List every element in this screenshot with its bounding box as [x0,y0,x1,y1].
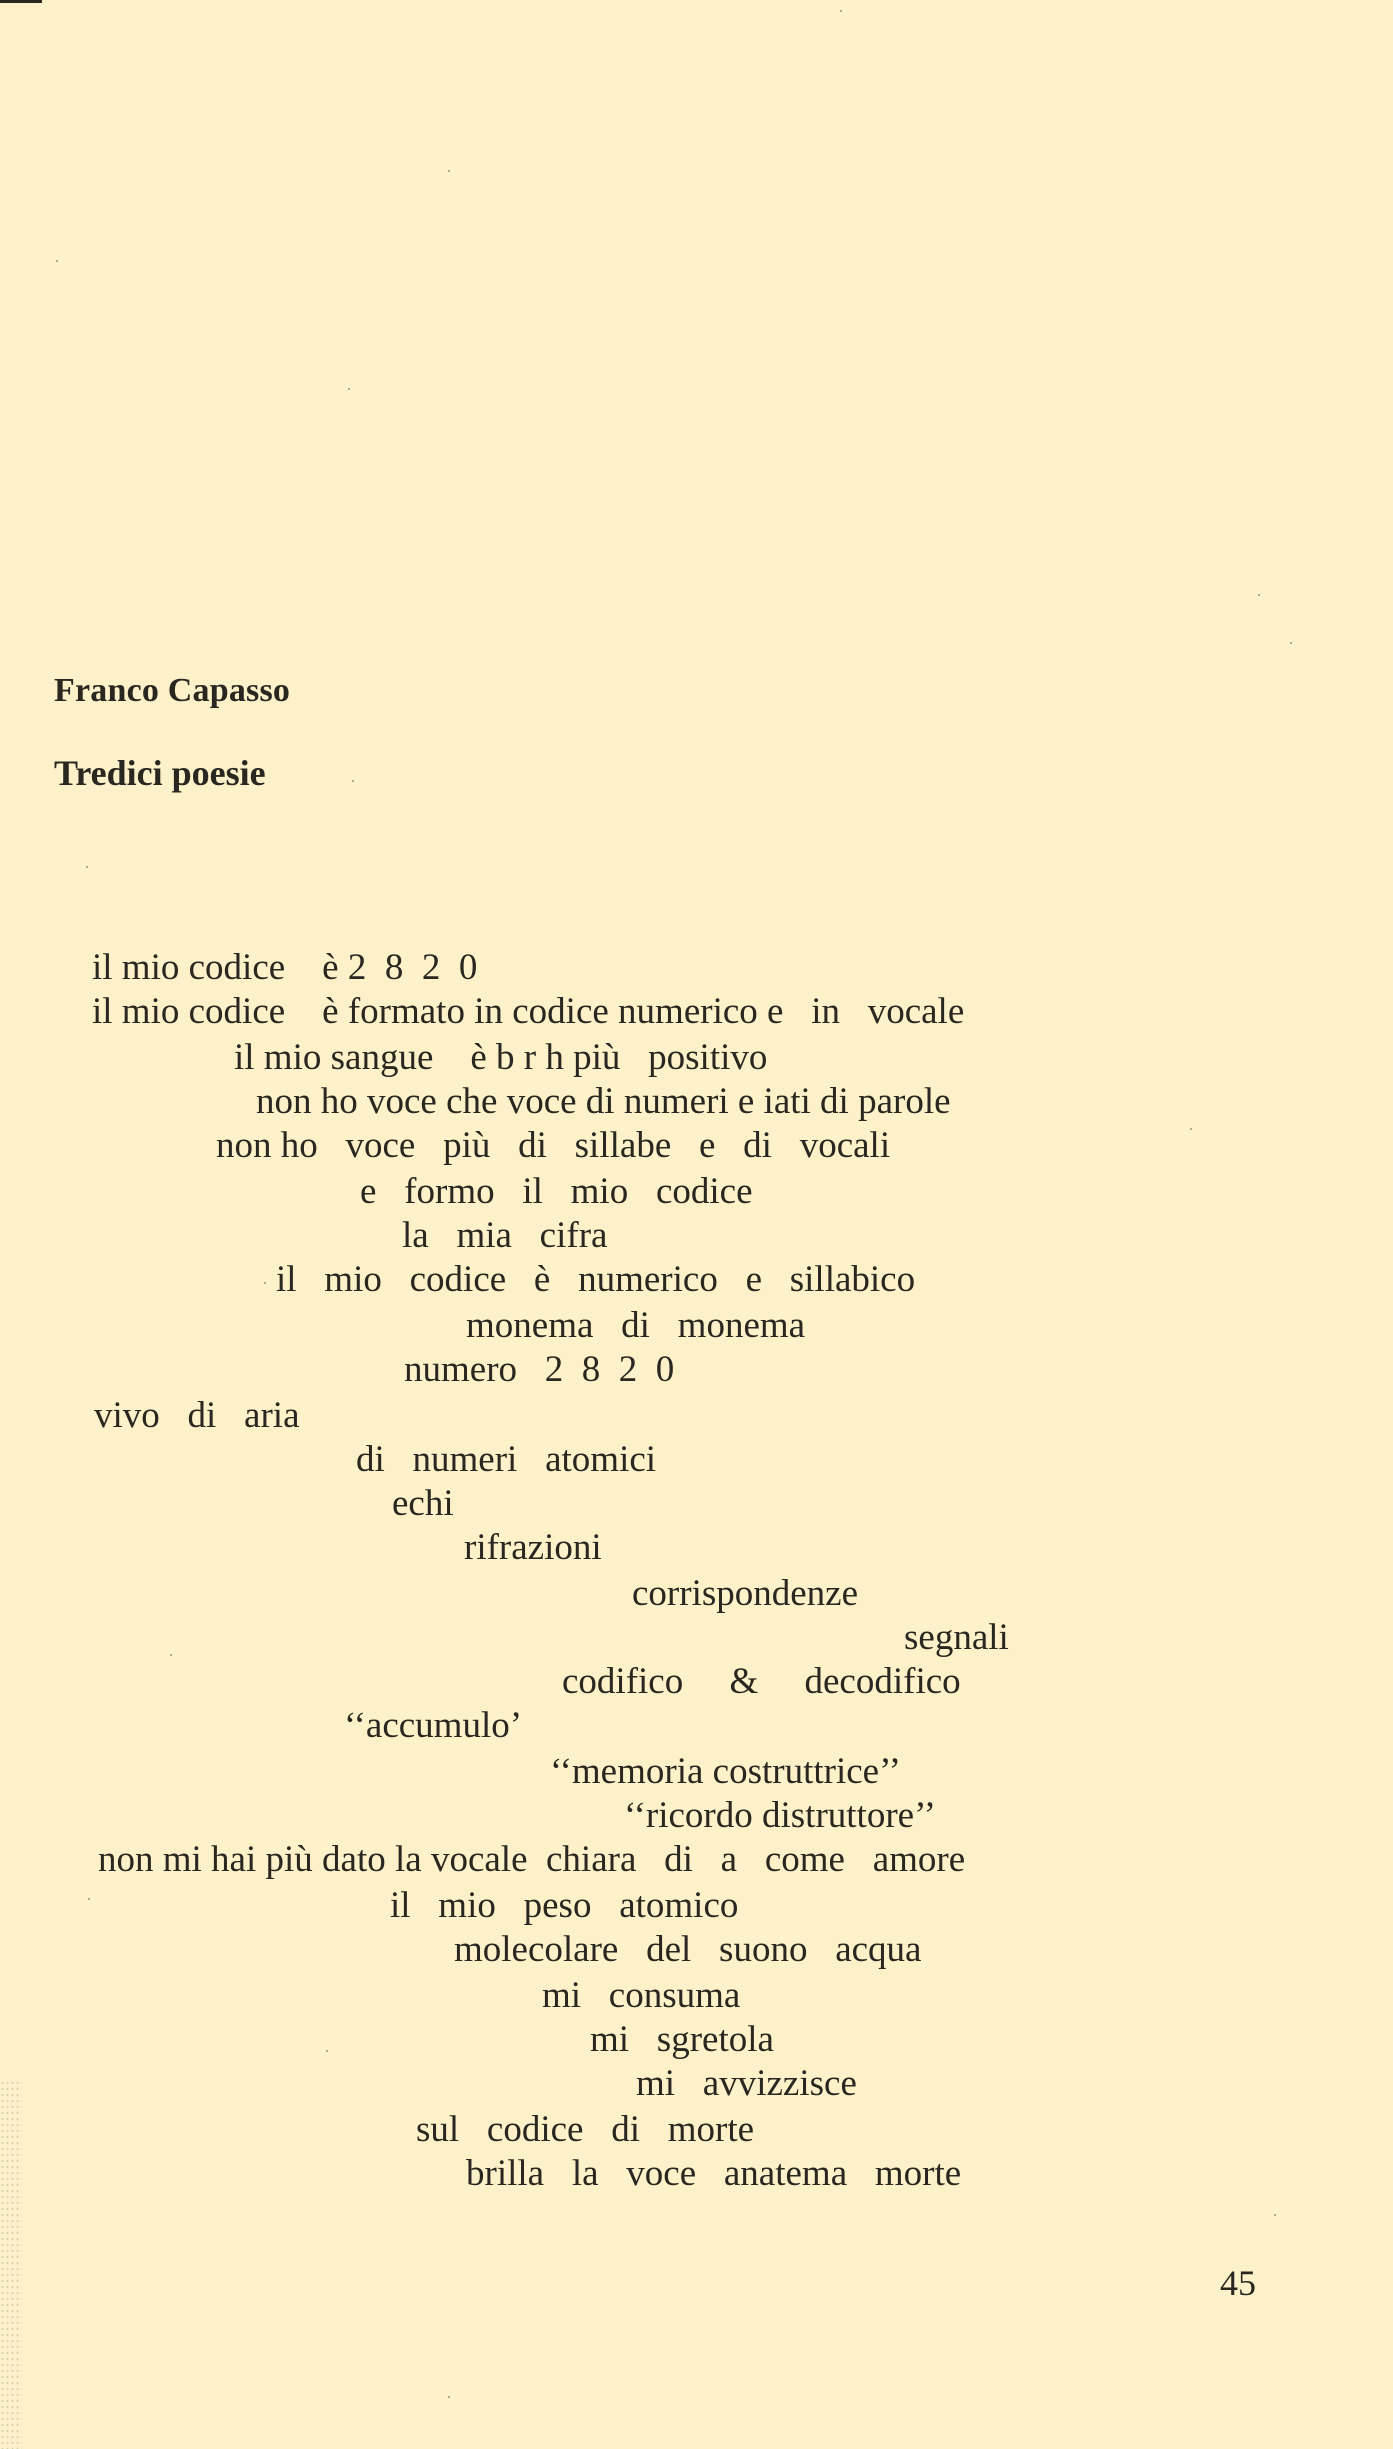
poem-line: vivo di aria [94,1395,300,1436]
author-name: Franco Capasso [54,672,291,709]
scan-speck [170,1654,172,1656]
scan-speck [840,10,842,12]
poem-line: corrispondenze [632,1573,859,1614]
scan-speck [264,1282,266,1284]
scan-speck [1274,2214,1276,2216]
poem-collection-title: Tredici poesie [54,753,266,793]
poem-line: il mio codice è 2 8 2 0 [92,947,478,988]
poem-line: il mio codice è numerico e sillabico [276,1259,916,1300]
poem-line: echi [392,1483,454,1524]
scan-speck [56,260,58,262]
poem-line: non ho voce più di sillabe e di vocali [216,1125,891,1166]
poem-line: molecolare del suono acqua [454,1929,922,1970]
poem-line: ‘‘accumulo’ [344,1705,523,1746]
poem-line: la mia cifra [402,1215,608,1256]
poem-line: numero 2 8 2 0 [404,1349,675,1390]
poem-line: di numeri atomici [356,1439,657,1480]
poem-line: brilla la voce anatema morte [466,2153,962,2194]
scan-speck [1290,642,1292,644]
scan-speck [86,866,88,868]
page-number: 45 [1220,2263,1256,2303]
poem-line: non ho voce che voce di numeri e iati di parole [256,1081,951,1122]
poem-line: ‘‘ricordo distruttore’’ [624,1795,936,1836]
scan-speck [448,170,450,172]
poem-line: codifico & decodifico [562,1661,961,1702]
scan-speck [348,388,350,390]
poem-line: il mio sangue è b r h più positivo [234,1037,768,1078]
scan-edge-noise [0,2080,22,2449]
poem-line: mi sgretola [590,2019,774,2060]
scan-speck [1258,594,1260,596]
scan-speck [352,780,354,782]
poem-line: rifrazioni [464,1527,602,1568]
poem-line: il mio codice è formato in codice numerico e in vocale [92,991,965,1032]
scan-speck [448,2396,450,2398]
poem-line: ‘‘memoria costruttrice’’ [550,1751,901,1792]
scan-speck [326,2050,328,2052]
poem-line: sul codice di morte [416,2109,755,2150]
poem-line: monema di monema [466,1305,806,1346]
poem-line: non mi hai più dato la vocale chiara di a come amore [98,1839,966,1880]
corner-mark [0,0,42,3]
poem-line: mi consuma [542,1975,741,2016]
poem-line: segnali [904,1617,1009,1658]
scan-speck [1190,1128,1192,1130]
poem-line: e formo il mio codice [360,1171,753,1212]
poem-line: il mio peso atomico [390,1885,739,1926]
scan-speck [88,1898,90,1900]
poem-line: mi avvizzisce [636,2063,857,2104]
